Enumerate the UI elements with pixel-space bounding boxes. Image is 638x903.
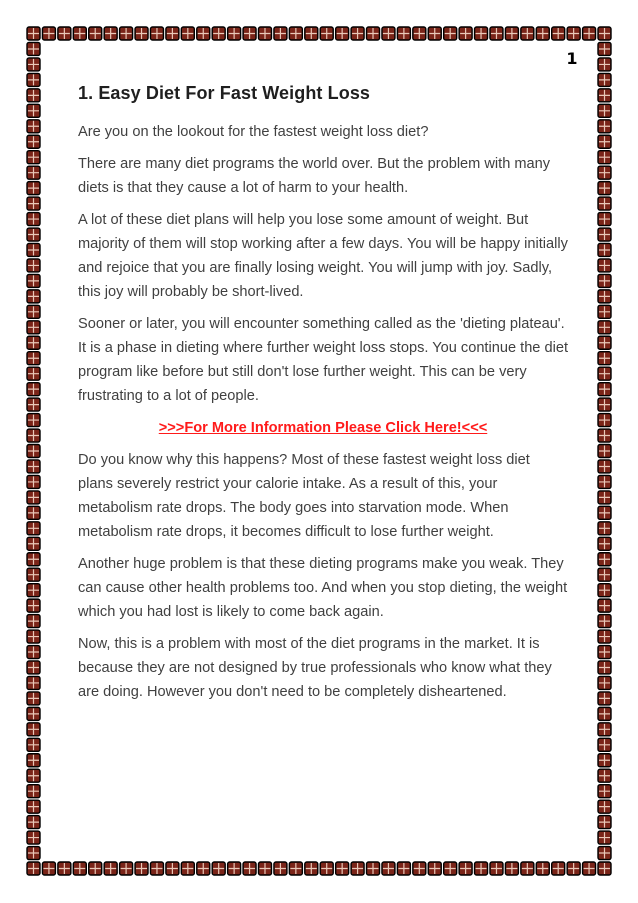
border-tile — [598, 707, 611, 720]
border-tile — [27, 785, 40, 798]
border-tile — [413, 27, 426, 40]
border-tile — [320, 862, 333, 875]
border-tile — [598, 506, 611, 519]
paragraph: Are you on the lookout for the fastest weight loss diet? — [78, 124, 429, 140]
border-tile — [598, 305, 611, 318]
border-tile — [598, 754, 611, 767]
border-tile — [212, 862, 225, 875]
border-tile — [27, 568, 40, 581]
border-tile — [598, 42, 611, 55]
border-tile — [42, 862, 55, 875]
border-tile — [166, 27, 179, 40]
paragraph: Now, this is a problem with most of the diet programs in the market. It is because they are not designed by true professionals who know what they are doing. However you don't need to be completely disheartened. — [78, 636, 552, 700]
border-tile — [27, 73, 40, 86]
border-tile — [58, 862, 71, 875]
border-tile — [181, 27, 194, 40]
border-tile — [598, 491, 611, 504]
border-tile — [336, 27, 349, 40]
border-tile — [42, 27, 55, 40]
border-tile — [274, 862, 287, 875]
more-information-link[interactable]: >>>For More Information Please Click Here!<<< — [158, 420, 488, 436]
border-tile — [444, 27, 457, 40]
border-tile — [27, 305, 40, 318]
border-tile — [27, 445, 40, 458]
border-tile — [320, 27, 333, 40]
border-tile — [490, 862, 503, 875]
border-tile — [27, 58, 40, 71]
border-tile — [598, 166, 611, 179]
border-tile — [598, 352, 611, 365]
border-tile — [598, 58, 611, 71]
border-tile — [351, 862, 364, 875]
border-tile — [289, 27, 302, 40]
border-tile — [598, 599, 611, 612]
border-tile — [212, 27, 225, 40]
border-tile — [428, 27, 441, 40]
border-tile — [27, 800, 40, 813]
border-tile — [27, 506, 40, 519]
border-tile — [598, 445, 611, 458]
border-tile — [27, 723, 40, 736]
border-tile — [598, 692, 611, 705]
border-tile — [27, 414, 40, 427]
border-tile — [104, 27, 117, 40]
border-tile — [382, 862, 395, 875]
border-tile — [598, 661, 611, 674]
border-tile — [490, 27, 503, 40]
border-tile — [598, 537, 611, 550]
border-tile — [258, 27, 271, 40]
border-tile — [104, 862, 117, 875]
border-tile — [505, 27, 518, 40]
border-tile — [598, 785, 611, 798]
page-number: 1 — [566, 49, 578, 68]
border-tile — [598, 398, 611, 411]
border-tile — [27, 89, 40, 102]
border-tile — [27, 213, 40, 226]
border-tile — [413, 862, 426, 875]
border-tile — [27, 537, 40, 550]
border-tile — [536, 862, 549, 875]
border-tile — [27, 599, 40, 612]
border-tile — [459, 27, 472, 40]
border-tile — [27, 630, 40, 643]
border-tile — [27, 707, 40, 720]
border-tile — [243, 862, 256, 875]
border-tile — [598, 120, 611, 133]
border-tile — [598, 584, 611, 597]
border-tile — [197, 27, 210, 40]
paragraph: There are many diet programs the world over. But the problem with many diets is that they cause a lot of harm to your health. — [78, 156, 551, 196]
paragraph: Do you know why this happens? Most of these fastest weight loss diet plans severely restrict your calorie intake. As a result of this, your metabolism rate drops. The body goes into starvation mode. When metabolism rate drops, it becomes difficult to lose further weight. — [78, 452, 530, 540]
border-tile — [598, 321, 611, 334]
border-tile — [27, 321, 40, 334]
border-tile — [27, 429, 40, 442]
border-tile — [27, 615, 40, 628]
border-tile — [382, 27, 395, 40]
border-tile — [27, 151, 40, 164]
border-tile — [27, 197, 40, 210]
border-tile — [120, 27, 133, 40]
border-tile — [27, 831, 40, 844]
border-tile — [166, 862, 179, 875]
border-tile — [27, 243, 40, 256]
border-tile — [197, 862, 210, 875]
border-tile — [27, 398, 40, 411]
border-tile — [598, 151, 611, 164]
border-tile — [305, 862, 318, 875]
border-tile — [27, 228, 40, 241]
border-tile — [598, 568, 611, 581]
border-tile — [27, 738, 40, 751]
border-tile — [27, 692, 40, 705]
section-heading: 1. Easy Diet For Fast Weight Loss — [78, 83, 371, 103]
border-tile — [27, 816, 40, 829]
border-tile — [27, 166, 40, 179]
border-tile — [397, 862, 410, 875]
border-tile — [27, 259, 40, 272]
border-tile — [598, 336, 611, 349]
border-tile — [598, 816, 611, 829]
border-tile — [598, 213, 611, 226]
border-tile — [521, 27, 534, 40]
border-tile — [27, 383, 40, 396]
border-tile — [27, 584, 40, 597]
border-tile — [552, 27, 565, 40]
border-tile — [27, 460, 40, 473]
border-tile — [27, 104, 40, 117]
border-tile — [444, 862, 457, 875]
border-tile — [598, 274, 611, 287]
border-tile — [567, 862, 580, 875]
border-tile — [475, 862, 488, 875]
border-tile — [367, 862, 380, 875]
border-tile — [598, 383, 611, 396]
border-tile — [27, 553, 40, 566]
border-tile — [228, 862, 241, 875]
border-tile — [598, 630, 611, 643]
border-tile — [27, 182, 40, 195]
border-tile — [27, 862, 40, 875]
border-tile — [459, 862, 472, 875]
border-tile — [598, 522, 611, 535]
border-tile — [598, 243, 611, 256]
border-tile — [27, 336, 40, 349]
border-tile — [567, 27, 580, 40]
border-tile — [598, 475, 611, 488]
border-tile — [27, 661, 40, 674]
border-tile — [475, 27, 488, 40]
border-tile — [73, 27, 86, 40]
border-tile — [598, 847, 611, 860]
border-tile — [27, 42, 40, 55]
border-tile — [598, 135, 611, 148]
border-tile — [598, 553, 611, 566]
border-tile — [120, 862, 133, 875]
border-tile — [428, 862, 441, 875]
border-tile — [150, 862, 163, 875]
border-tile — [27, 290, 40, 303]
paragraph: Sooner or later, you will encounter something called as the 'dieting plateau'. It is a phase in dieting where further weight loss stops. You continue the diet program like before but still don't lose further weight. This can be very frustrating to a lot of people. — [78, 316, 569, 404]
border-tile — [598, 89, 611, 102]
border-tile — [181, 862, 194, 875]
border-tile — [27, 27, 40, 40]
border-tile — [505, 862, 518, 875]
border-tile — [598, 197, 611, 210]
border-tile — [289, 862, 302, 875]
border-tile — [27, 769, 40, 782]
border-tile — [598, 615, 611, 628]
border-tile — [135, 862, 148, 875]
border-tile — [598, 429, 611, 442]
border-tile — [598, 738, 611, 751]
border-tile — [27, 676, 40, 689]
border-tile — [27, 352, 40, 365]
border-tile — [27, 120, 40, 133]
border-tile — [598, 367, 611, 380]
border-tile — [27, 646, 40, 659]
border-tile — [305, 27, 318, 40]
border-tile — [27, 274, 40, 287]
border-tile — [598, 259, 611, 272]
border-tile — [598, 460, 611, 473]
border-tile — [27, 847, 40, 860]
border-tile — [598, 862, 611, 875]
border-tile — [598, 414, 611, 427]
border-tile — [27, 491, 40, 504]
border-tile — [27, 754, 40, 767]
border-tile — [598, 676, 611, 689]
border-tile — [598, 290, 611, 303]
border-tile — [536, 27, 549, 40]
document-body — [78, 80, 568, 712]
border-tile — [552, 862, 565, 875]
paragraph: Another huge problem is that these dieting programs make you weak. They can cause other health problems too. And when you stop dieting, the weight which you had lost is likely to come back again. — [78, 556, 568, 620]
border-tile — [351, 27, 364, 40]
border-tile — [73, 862, 86, 875]
border-tile — [336, 862, 349, 875]
border-tile — [150, 27, 163, 40]
border-tile — [27, 475, 40, 488]
border-tile — [598, 800, 611, 813]
border-tile — [27, 135, 40, 148]
border-tile — [58, 27, 71, 40]
border-tile — [598, 182, 611, 195]
border-tile — [598, 769, 611, 782]
border-tile — [258, 862, 271, 875]
border-tile — [598, 646, 611, 659]
border-tile — [228, 27, 241, 40]
border-tile — [598, 723, 611, 736]
border-tile — [274, 27, 287, 40]
border-tile — [598, 27, 611, 40]
border-tile — [27, 367, 40, 380]
border-tile — [89, 27, 102, 40]
border-tile — [598, 228, 611, 241]
border-tile — [243, 27, 256, 40]
paragraph: A lot of these diet plans will help you lose some amount of weight. But majority of them will stop working after a few days. You will be happy initially and rejoice that you are finally losing weight. You will jump with joy. Sadly, this joy will probably be short-lived. — [78, 212, 568, 300]
border-tile — [135, 27, 148, 40]
border-tile — [367, 27, 380, 40]
border-tile — [583, 27, 596, 40]
border-tile — [598, 104, 611, 117]
border-tile — [583, 862, 596, 875]
border-tile — [27, 522, 40, 535]
border-tile — [521, 862, 534, 875]
border-tile — [598, 73, 611, 86]
border-tile — [598, 831, 611, 844]
border-tile — [397, 27, 410, 40]
border-tile — [89, 862, 102, 875]
